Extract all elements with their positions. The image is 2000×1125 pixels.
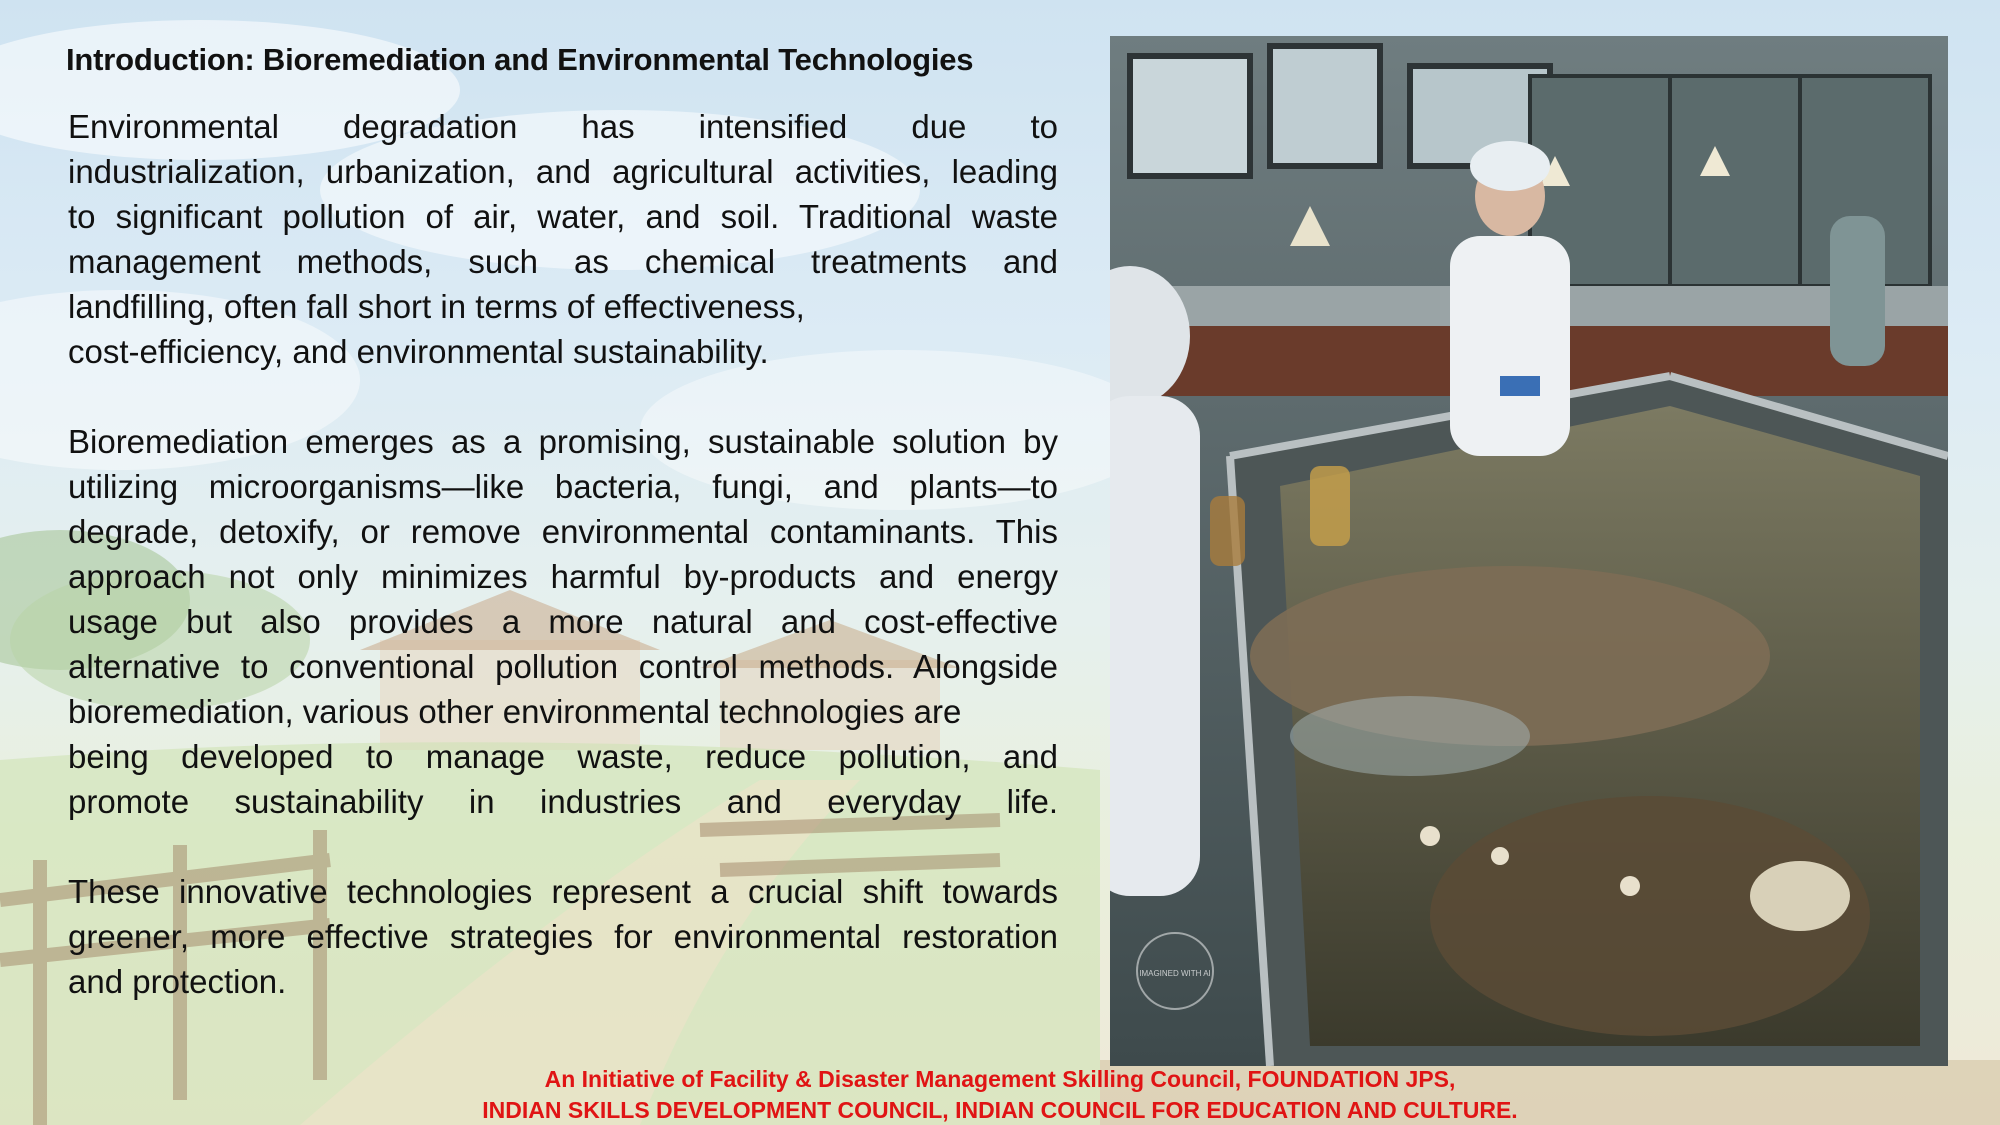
text-line: Bioremediation emerges as a promising, sustainable solution by xyxy=(68,423,1058,460)
text-line: promote sustainability in industries and everyday life. xyxy=(68,783,1058,820)
text-line: bioremediation, various other environmental technologies are xyxy=(68,693,962,730)
text-line: utilizing microorganisms—like bacteria, fungi, and plants—to xyxy=(68,468,1058,505)
text-line: approach not only minimizes harmful by-products and energy xyxy=(68,558,1058,595)
text-line: These innovative technologies represent a crucial shift towards xyxy=(68,873,1058,910)
text-line: usage but also provides a more natural and cost-effective xyxy=(68,603,1058,640)
slide-title: Introduction: Bioremediation and Environmental Technologies xyxy=(66,42,974,77)
lab-illustration xyxy=(1110,36,1948,1066)
text-line: and protection. xyxy=(68,963,287,1000)
paragraph-conclusion xyxy=(68,869,1058,1004)
watermark-text: IMAGINED WITH AI xyxy=(1139,969,1211,978)
text-line: industrialization, urbanization, and agricultural activities, leading xyxy=(68,153,1058,190)
paragraph-bioremediation xyxy=(68,419,1058,824)
text-line: greener, more effective strategies for environmental restoration xyxy=(68,918,1058,955)
body-text xyxy=(68,104,1058,1004)
text-line: to significant pollution of air, water, and soil. Traditional waste xyxy=(68,198,1058,235)
text-line: alternative to conventional pollution control methods. Alongside xyxy=(68,648,1058,685)
text-line: degrade, detoxify, or remove environmental contaminants. This xyxy=(68,513,1058,550)
footer-line-2: INDIAN SKILLS DEVELOPMENT COUNCIL, INDIAN COUNCIL FOR EDUCATION AND CULTURE. xyxy=(482,1097,1518,1123)
paragraph-intro xyxy=(68,104,1058,374)
text-line: cost-efficiency, and environmental sustainability. xyxy=(68,333,769,370)
text-line: landfilling, often fall short in terms of effectiveness, xyxy=(68,288,805,325)
text-line: Environmental degradation has intensified due to xyxy=(68,108,1058,145)
lab-scene xyxy=(1110,36,1948,1066)
footer-line-1: An Initiative of Facility & Disaster Management Skilling Council, FOUNDATION JPS, xyxy=(544,1066,1456,1092)
text-line: management methods, such as chemical treatments and xyxy=(68,243,1058,280)
text-line: being developed to manage waste, reduce pollution, and xyxy=(68,738,1058,775)
